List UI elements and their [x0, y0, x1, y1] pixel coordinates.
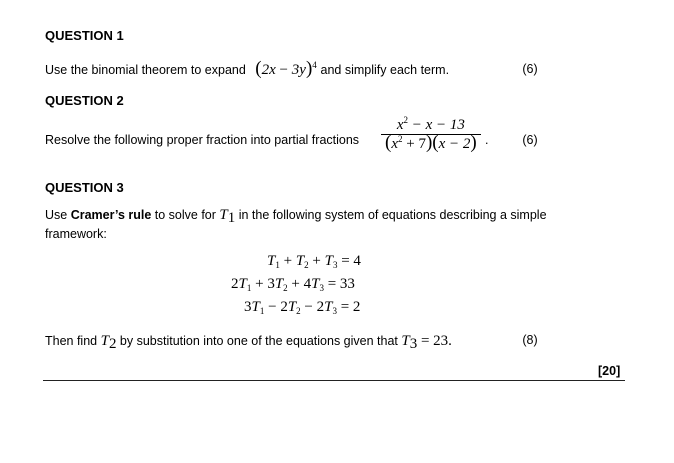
equation-row: $T_1 + T_2 + T_3 = 4$	[267, 253, 361, 270]
q1-text-after: and simplify each term.	[320, 63, 450, 77]
q3-final-line: Then find $T_2$ by substitution into one of the equations given that $T_3 = 23$.	[45, 333, 452, 352]
q1-expression: $(2x - 3y)^4$	[255, 58, 317, 79]
equation-system	[230, 253, 430, 323]
q3-line-1: Use Cramer’s rule to solve for $T_1$ in the following system of equations describing a simple	[45, 207, 547, 226]
question-2-marks: (6)	[522, 133, 538, 147]
equation-row: $3T_1 - 2T_2 - 2T_3 = 2$	[244, 299, 361, 316]
q2-fraction	[381, 117, 481, 153]
question-3-marks: (8)	[522, 333, 538, 347]
question-1-marks: (6)	[522, 62, 538, 76]
cramers-rule-term: Cramer’s rule	[70, 208, 152, 222]
bottom-rule	[43, 380, 625, 381]
question-2-heading: QUESTION 2	[45, 93, 124, 108]
question-1-text	[45, 58, 450, 79]
total-marks: [20]	[598, 364, 621, 378]
q2-denominator: $(x^2 + 7)(x - 2)$	[381, 134, 481, 153]
q3-line-2: framework:	[45, 227, 107, 241]
question-1-heading: QUESTION 1	[45, 28, 124, 43]
q2-period: .	[485, 133, 489, 147]
q2-numerator: $x^2 - x - 13$	[396, 115, 465, 133]
question-3-heading: QUESTION 3	[45, 180, 124, 195]
q1-text-before: Use the binomial theorem to expand	[45, 63, 246, 77]
q2-text: Resolve the following proper fraction into partial fractions	[45, 133, 360, 147]
equation-row: $2T_1 + 3T_2 + 4T_3 = 33$	[231, 276, 355, 293]
